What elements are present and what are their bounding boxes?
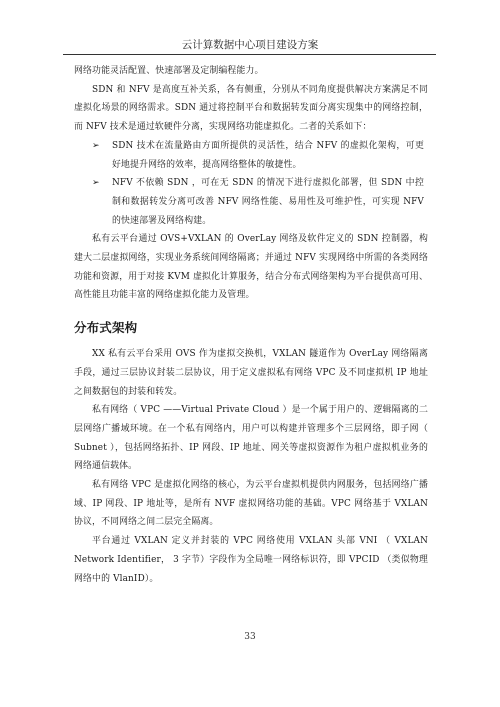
arrow-bullet-icon: ➢ — [92, 178, 100, 189]
bullet-item — [74, 137, 428, 174]
page-header-title: 云计算数据中心项目建设方案 — [181, 39, 319, 51]
paragraph-vpc-core: 私有网络 VPC 是虚拟化网络的核心，为云平台虚拟机提供内网服务，包括网络广播域、IP 网段、IP 地址等，是所有 NVF 虚拟网络功能的基础。VPC 网络基于 VXLAN 协议，不同网络之间二层完全隔离。 — [74, 480, 428, 528]
header-divider — [63, 54, 436, 55]
bullet-list — [74, 137, 428, 231]
intro-line: 网络功能灵活配置、快速部署及定制编程能力。 — [74, 66, 264, 76]
bullet-text: NFV 不依赖 SDN ，可在无 SDN 的情况下进行虚拟化部署，但 SDN 中控制和数据转发分离可改善 NFV 网络性能、易用性及可维护性，可实现 NFV 的快速部署及网络构建。 — [112, 178, 424, 226]
page-content — [74, 62, 428, 588]
bullet-text: SDN 技术在流量路由方面所提供的灵活性，结合 NFV 的虚拟化架构，可更好地提升网络的效率，提高网络整体的敏捷性。 — [112, 140, 424, 170]
section-heading: 分布式架构 — [74, 320, 138, 336]
paragraph-vni: 平台通过 VXLAN 定义并封装的 VPC 网络使用 VXLAN 头部 VNI （ VXLAN Network Identifier， 3 字节）字段作为全局唯一网络标识符，即 VPCID （类似物理网络中的 VlanID）。 — [74, 536, 428, 584]
paragraph-vpc-definition: 私有网络（ VPC ——Virtual Private Cloud ）是一个属于用户的、逻辑隔离的二层网络广播域环境。在一个私有网络内，用户可以构建并管理多个三层网络，即子网（ Subnet ），包括网络拓扑、IP 网段、IP 地址、网关等虚拟资源作为租户虚拟机业务的网络通信载体。 — [74, 405, 428, 472]
bullet-item — [74, 174, 428, 230]
arrow-bullet-icon: ➢ — [92, 140, 100, 151]
paragraph-ovs-vxlan: XX 私有云平台采用 OVS 作为虚拟交换机，VXLAN 隧道作为 OverLay 网络隔离手段，通过三层协议封装二层协议，用于定义虚拟私有网络 VPC 及不同虚拟机 IP 地址之间数据包的封装和转发。 — [74, 349, 428, 397]
page-number: 33 — [244, 632, 256, 642]
paragraph-sdn-nfv: SDN 和 NFV 是高度互补关系，各有侧重，分别从不同角度提供解决方案满足不同虚拟化场景的网络需求。SDN 通过将控制平台和数据转发面分离实现集中的网络控制，而 NFV 技术是通过软硬件分离，实现网络功能虚拟化。二者的关系如下： — [74, 84, 428, 133]
paragraph-private-cloud: 私有云平台通过 OVS+VXLAN 的 OverLay 网络及软件定义的 SDN 控制器，构建大二层虚拟网络，实现业务系统间网络隔离；并通过 NFV 实现网络中所需的各类网络功能和资源，用于对接 KVM 虚拟化计算服务，结合分布式网络架构为平台提供高可用、高性能且功能丰富的网络虚拟化能力及管理。 — [74, 234, 428, 301]
